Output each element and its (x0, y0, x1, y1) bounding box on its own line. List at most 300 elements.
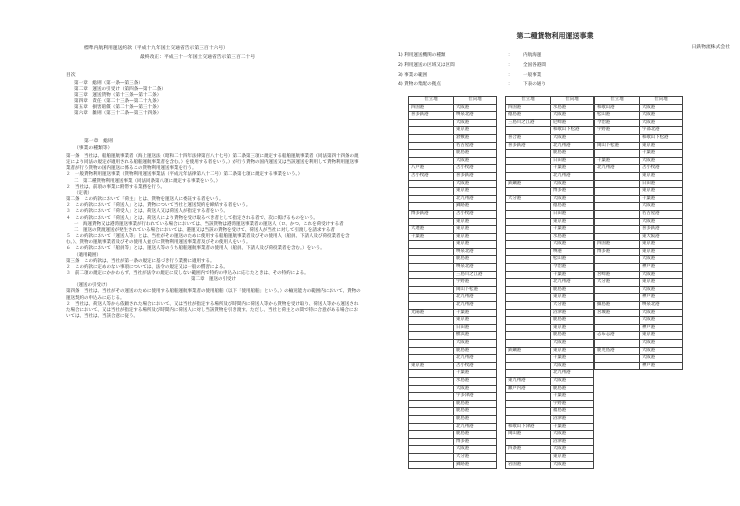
origin-cell (409, 385, 454, 393)
table-row (506, 271, 594, 279)
info-value: 全国各港間 (523, 62, 546, 68)
destination-cell: 水島港 (551, 233, 594, 241)
origin-cell (506, 309, 551, 317)
table-row (595, 302, 683, 310)
table-row (409, 309, 497, 317)
heading-revision: 最終改正：平成三十一年国土交通省告示第三百二十号 (140, 55, 256, 60)
toc-item: 第四章 責任（第二十三条—第二十九条） (74, 99, 162, 105)
destination-header: 仕向地 (551, 97, 594, 105)
table-row (506, 317, 594, 325)
destination-cell: 沼津港 (551, 415, 594, 423)
origin-cell (595, 226, 640, 234)
destination-cell: 大阪港 (640, 203, 683, 211)
table-row (595, 317, 683, 325)
destination-cell: 鹿島港 (454, 415, 497, 423)
table-row (506, 400, 594, 408)
table-row (506, 241, 594, 249)
table-row (595, 355, 683, 363)
origin-cell (409, 340, 454, 348)
table-row (409, 438, 497, 446)
destination-cell: 三島川之江港 (454, 271, 497, 279)
table-row (595, 279, 683, 287)
table-row (595, 332, 683, 340)
destination-cell: 北九州港 (551, 370, 594, 378)
destination-cell: 沼津港 (551, 438, 594, 446)
table-row (506, 377, 594, 385)
table-row (409, 362, 497, 370)
table-row (595, 188, 683, 196)
origin-cell (595, 195, 640, 203)
origin-cell (409, 203, 454, 211)
origin-cell: 四条港 (506, 446, 551, 454)
origin-cell (409, 188, 454, 196)
origin-cell (595, 180, 640, 188)
table-of-contents (66, 81, 361, 118)
destination-cell: 徳島港 (551, 203, 594, 211)
table-row (506, 218, 594, 226)
origin-cell (506, 256, 551, 264)
destination-cell: 堺泉北港 (454, 264, 497, 272)
table-row (506, 415, 594, 423)
destination-cell: 大阪港 (551, 180, 594, 188)
destination-cell: 千葉港 (454, 309, 497, 317)
table-row (595, 294, 683, 302)
destination-cell: 東京港 (640, 279, 683, 287)
table-row (506, 393, 594, 401)
destination-cell: 北九州港 (551, 172, 594, 180)
origin-cell (595, 203, 640, 211)
table-row (409, 150, 497, 158)
origin-cell (409, 347, 454, 355)
section-applicability: （事業の種類等） (74, 146, 113, 151)
origin-cell (506, 438, 551, 446)
table-row (506, 142, 594, 150)
table-row (506, 438, 594, 446)
destination-cell: 鹿島港 (454, 150, 497, 158)
article: ６ この約款において「船員等」とは、運送人等のうち船舶運航事業者の使用人（船員、下請人及び荷役業者を含む。）をいう。 (66, 246, 325, 252)
article: 第一条 当社は、船舶運航事業者（海上運送法（昭和二十四年法律第百八十七号）第二条第三項に規定する船舶運航事業者（同法第四十四条の規定により同法の規定が適用される船舶運航事業者を含む。）を使用する者をいう。）が行う貨物の国内運送又は当該運送を利用して貨物利用運送事業者が行う貨物の国内運送に係るこの貨物利用運送事業を行う。 (66, 154, 359, 172)
origin-cell (409, 431, 454, 439)
table-row (506, 302, 594, 310)
destination-cell: 倉敷港 (454, 134, 497, 142)
table-row (409, 347, 497, 355)
table-row (409, 264, 497, 272)
origin-cell (506, 279, 551, 287)
origin-cell (409, 256, 454, 264)
info-row: 2) 利用運送の区域又は区間 ： 全国各港間 (398, 62, 546, 72)
destination-cell: 苫小牧港 (454, 362, 497, 370)
table-row (409, 248, 497, 256)
destination-cell: 東京港 (454, 226, 497, 234)
origin-cell (506, 248, 551, 256)
origin-cell: 東九州港 (506, 377, 551, 385)
origin-cell (595, 172, 640, 180)
destination-cell: 横浜港 (454, 332, 497, 340)
origin-cell (409, 438, 454, 446)
origin-cell (506, 233, 551, 241)
table-row (506, 104, 594, 112)
origin-cell (409, 127, 454, 135)
destination-cell: 大分港 (454, 453, 497, 461)
info-row: 3) 事業の範囲 ： 一般事業 (398, 72, 546, 82)
destination-cell: 大阪港 (454, 446, 497, 454)
destination-cell: 喜多鉄港 (640, 226, 683, 234)
origin-cell (409, 377, 454, 385)
table-row (409, 340, 497, 348)
table-row (506, 362, 594, 370)
table-row (409, 324, 497, 332)
destination-cell: 鹿島港 (551, 385, 594, 393)
table-row (506, 324, 594, 332)
origin-cell (409, 248, 454, 256)
origin-cell: 宇野港 (595, 127, 640, 135)
table-row (409, 218, 497, 226)
table-row (506, 195, 594, 203)
origin-cell: 北九州港 (595, 165, 640, 173)
origin-cell: 宮崎港 (595, 271, 640, 279)
article: ３ この約款において「荷受人」とは、荷送人又は荷送人が指定する者をいう。 (66, 209, 228, 215)
origin-cell: 大分港 (506, 195, 551, 203)
origin-cell (506, 157, 551, 165)
table-row (409, 431, 497, 439)
table-row (595, 241, 683, 249)
table-row (409, 453, 497, 461)
destination-cell: 東京港 (454, 317, 497, 325)
origin-cell: 鹿児島港 (595, 347, 640, 355)
article: ３ 前二項の規定にかかわらず、当社が法令の規定に反しない範囲内で特約の申込みに応じたときは、その特約による。 (66, 270, 309, 276)
origin-cell (409, 461, 454, 469)
table-row (409, 127, 497, 135)
destination-cell: 東京港 (640, 248, 683, 256)
table-row (595, 195, 683, 203)
destination-cell: 大阪港 (640, 271, 683, 279)
destination-cell: 北九州港 (551, 279, 594, 287)
destination-cell: 堺泉北港 (640, 302, 683, 310)
chapter1-title: 第一章 総則 (84, 139, 113, 144)
table-row (506, 150, 594, 158)
table-row (506, 188, 594, 196)
destination-cell: 宇多津港 (454, 393, 497, 401)
table-row (506, 172, 594, 180)
origin-cell (409, 355, 454, 363)
origin-cell: 岡山港 (506, 431, 551, 439)
table-row (409, 370, 497, 378)
destination-cell: 鹿島港 (454, 400, 497, 408)
origin-cell: 八戸港 (409, 165, 454, 173)
route-table-3 (594, 96, 683, 370)
destination-cell: 和歌山下松港 (551, 127, 594, 135)
table-row (409, 393, 497, 401)
destination-header: 仕向地 (640, 97, 683, 105)
origin-cell (506, 210, 551, 218)
destination-cell: 千葉港 (551, 226, 594, 234)
destination-cell: 大阪港 (551, 112, 594, 120)
table-row (409, 203, 497, 211)
destination-cell: 大阪港 (640, 317, 683, 325)
table-row (409, 180, 497, 188)
table-row (409, 256, 497, 264)
table-row (409, 210, 497, 218)
origin-cell (409, 332, 454, 340)
destination-cell: 千葉港 (640, 195, 683, 203)
article: ５ この約款において「運送人等」とは、当社がその運送のために使用する船舶運航事業者及びその使用人（船員、下請人及び荷役業者を含む。）、貨物の運航事業者及びその使用人並びに貨物利用運送事業者及びその使用人をいう。 (66, 234, 350, 246)
origin-cell: 鉄鋼港 (506, 180, 551, 188)
origin-cell: 和歌山下津港 (506, 423, 551, 431)
table-row (506, 112, 594, 120)
origin-cell (409, 446, 454, 454)
origin-header: 仕立地 (595, 97, 640, 105)
table-row (595, 256, 683, 264)
table-row (409, 188, 497, 196)
destination-cell: 東京港 (551, 324, 594, 332)
origin-cell (595, 294, 640, 302)
article: 二 運送の貸渡運送が発生されている場合においては、港運又は当該の貨物を受けて、荷送人が当社に対して引渡しを請求する者 (74, 227, 335, 233)
origin-cell: 東京港 (409, 362, 454, 370)
origin-cell (409, 400, 454, 408)
table-row (595, 134, 683, 142)
destination-cell: 東京港 (454, 241, 497, 249)
origin-cell (595, 264, 640, 272)
origin-cell: 和歌山港 (595, 104, 640, 112)
origin-cell (409, 324, 454, 332)
destination-cell: 大阪港 (551, 461, 594, 469)
table-row (409, 400, 497, 408)
table-row (409, 112, 497, 120)
destination-cell: 日田港 (640, 180, 683, 188)
right-page (370, 0, 740, 506)
destination-cell: 北九州港 (551, 142, 594, 150)
article: 第四条 当社は、当社がその運送のために使用する船舶運航事業者の使用船舶（以下「使用船舶」という。）の輸送能力の範囲内において、貨物の運送契約の申込みに応じる。 (66, 289, 361, 301)
origin-cell (506, 271, 551, 279)
table-row (409, 355, 497, 363)
destination-cell: 大阪港 (640, 218, 683, 226)
origin-cell: 喜多鉄港 (409, 112, 454, 120)
destination-cell: 東京港 (551, 347, 594, 355)
destination-cell: 北九州港 (454, 302, 497, 310)
table-row (409, 165, 497, 173)
destination-cell: 松山港 (551, 256, 594, 264)
origin-cell (409, 119, 454, 127)
articles-body (66, 154, 361, 320)
table-row (506, 355, 594, 363)
destination-cell: 東大阪港 (640, 233, 683, 241)
destination-cell: 千葉港 (551, 393, 594, 401)
table-row (506, 408, 594, 416)
destination-cell: 鹿島港 (454, 347, 497, 355)
destination-cell: 大阪港 (640, 256, 683, 264)
destination-cell: 大阪港 (551, 241, 594, 249)
origin-cell (595, 256, 640, 264)
destination-cell: 博多港 (551, 188, 594, 196)
table-row (409, 233, 497, 241)
destination-header: 仕向地 (454, 97, 497, 105)
info-row: 1) 利用運送機関の種類 ： 内航海運 (398, 52, 546, 62)
table-row (595, 180, 683, 188)
destination-cell: 日田港 (551, 210, 594, 218)
destination-cell: 堺泉北港 (454, 112, 497, 120)
destination-cell: 神戸港 (640, 264, 683, 272)
destination-cell: 大阪港 (640, 104, 683, 112)
destination-cell: 千葉港 (551, 165, 594, 173)
table-row (409, 195, 497, 203)
origin-cell (506, 264, 551, 272)
article: （定義） (74, 190, 92, 196)
destination-cell: 北九州港 (454, 294, 497, 302)
origin-cell (506, 453, 551, 461)
origin-cell (595, 150, 640, 158)
origin-cell (595, 286, 640, 294)
table-row (409, 172, 497, 180)
destination-cell: 宇野港 (551, 400, 594, 408)
destination-cell: 千葉港 (454, 370, 497, 378)
table-row (409, 157, 497, 165)
article: ２ この約款に定めのない事項については、法令の規定又は一般の慣習による。 (66, 264, 228, 270)
origin-cell (409, 317, 454, 325)
info-row: 4) 貨物の集配の拠点 ： 下表の通り (398, 81, 546, 91)
table-row (506, 431, 594, 439)
article: 第三条 この約款は、当社が第一条の規定に基づき行う業務に適用する。 (66, 258, 215, 264)
heading-title: 標準内航利用運送約款（平成十九年国土交通省告示第三百十六号） (84, 46, 228, 51)
table-row (506, 286, 594, 294)
destination-cell: 東京港 (551, 453, 594, 461)
table-row (595, 142, 683, 150)
table-row (506, 127, 594, 135)
destination-cell: 大阪港 (640, 157, 683, 165)
destination-cell: 沼津港 (551, 309, 594, 317)
destination-cell: 日田港 (454, 324, 497, 332)
destination-cell: 大阪港 (640, 286, 683, 294)
article: ２ この約款において「荷送人」とは、貨物について当社と運送契約を締結する者をいう。 (66, 203, 251, 209)
table-row (506, 134, 594, 142)
table-row (409, 104, 497, 112)
info-value: 一般事業 (523, 72, 542, 78)
origin-header: 仕立地 (409, 97, 454, 105)
table-row (506, 248, 594, 256)
info-label: 2) 利用運送の区域又は区間 (398, 62, 455, 68)
origin-cell (595, 188, 640, 196)
origin-cell (409, 393, 454, 401)
origin-cell (506, 362, 551, 370)
origin-cell (409, 142, 454, 150)
destination-cell: 名古屋港 (640, 210, 683, 218)
origin-cell: 岡山下松港 (595, 142, 640, 150)
table-row (595, 286, 683, 294)
destination-cell: 大阪港 (551, 195, 594, 203)
table-row (506, 233, 594, 241)
origin-cell (409, 408, 454, 416)
article: 二 第二種貨物利用運送事業（同法同条第八項に規定する事業をいう。） (74, 178, 221, 184)
origin-cell: 瀬戸内港 (506, 385, 551, 393)
origin-cell: 鉄鋼港 (506, 347, 551, 355)
destination-cell: 千葉港 (640, 150, 683, 158)
origin-cell (506, 150, 551, 158)
destination-cell: 福島港 (551, 408, 594, 416)
table-row (595, 324, 683, 332)
origin-cell (409, 279, 454, 287)
origin-cell: 今治港 (595, 119, 640, 127)
origin-cell (506, 415, 551, 423)
destination-cell: 尼崎港 (551, 119, 594, 127)
origin-cell: 大連港 (409, 226, 454, 234)
origin-cell (409, 415, 454, 423)
origin-cell (409, 286, 454, 294)
table-row (595, 248, 683, 256)
destination-cell: 博多港 (454, 438, 497, 446)
destination-cell: 神戸港 (640, 324, 683, 332)
table-row (506, 210, 594, 218)
table-row (506, 157, 594, 165)
origin-cell (595, 218, 640, 226)
origin-cell: 細島港 (595, 302, 640, 310)
table-row (506, 203, 594, 211)
destination-cell: 東京港 (640, 172, 683, 180)
origin-cell: 志布志港 (595, 332, 640, 340)
destination-cell: 宇野港 (454, 279, 497, 287)
origin-cell (506, 340, 551, 348)
destination-cell: 大阪港 (640, 112, 683, 120)
destination-cell: 大阪港 (454, 385, 497, 393)
table-row (506, 279, 594, 287)
destination-cell: 大阪港 (551, 431, 594, 439)
info-label: 4) 貨物の集配の拠点 (398, 82, 441, 88)
origin-cell (506, 317, 551, 325)
destination-cell: 東京港 (640, 241, 683, 249)
article: ２ 一般貨物利用運送事業（貨物利用運送事業法（平成元年法律第八十二号）第二条第七項に規定する事業をいう。） (66, 172, 303, 178)
table-row (409, 241, 497, 249)
info-value: 下表の通り (523, 82, 546, 88)
origin-cell (409, 453, 454, 461)
destination-cell: 千葉港 (551, 423, 594, 431)
origin-cell (506, 332, 551, 340)
destination-cell: 大阪港 (454, 180, 497, 188)
table-row (506, 309, 594, 317)
origin-cell: 博多港 (595, 248, 640, 256)
info-label: 1) 利用運送機関の種類 (398, 53, 446, 58)
business-info (398, 52, 546, 91)
article: ２ 当社は、荷送人等から依頼された場合において、又は当社が指定する場所及び時間内に荷送人等から貨物を受け取り、荷送人等から運送された場合において、又は当社が指定する場所及び時間内に荷送人に対し当該貨物を引き渡す。ただし、当社と荷主との間で特に合意がある場合においては、当社は、当該合意に従う。 (66, 301, 359, 320)
origin-cell (506, 127, 551, 135)
table-row (595, 226, 683, 234)
table-row (506, 226, 594, 234)
origin-cell (409, 423, 454, 431)
table-row (506, 340, 594, 348)
destination-cell: 大阪港 (551, 134, 594, 142)
origin-cell: 喜多鉄港 (506, 142, 551, 150)
destination-cell: 東京港 (551, 294, 594, 302)
table-row (595, 218, 683, 226)
table-row (595, 233, 683, 241)
origin-cell: 千葉港 (595, 157, 640, 165)
destination-cell: 東京港 (640, 332, 683, 340)
origin-cell: 千葉港 (409, 233, 454, 241)
destination-cell: 東京港 (454, 188, 497, 196)
table-row (409, 294, 497, 302)
origin-cell (506, 172, 551, 180)
toc-item: 第六章 雑則（第三十二条—第三十四条） (74, 111, 162, 117)
table-row (595, 264, 683, 272)
origin-cell (506, 324, 551, 332)
table-row (409, 134, 497, 142)
destination-cell: 北九州港 (454, 355, 497, 363)
destination-cell: 水島港 (551, 104, 594, 112)
destination-cell: 苫小牧港 (454, 210, 497, 218)
destination-cell: 千葉港 (551, 355, 594, 363)
table-row (409, 271, 497, 279)
article: 一 海運貨物又は港湾運送事業が行われている場合においては、当該貨物は港湾運送事業者の運送人（ロ、かつ、これを荷受けする者 (74, 221, 344, 227)
destination-cell: 大阪港 (551, 377, 594, 385)
toc-item: 第三章 運送貨物（第十三条—第十二条） (74, 93, 162, 99)
origin-cell: 大分港 (595, 279, 640, 287)
